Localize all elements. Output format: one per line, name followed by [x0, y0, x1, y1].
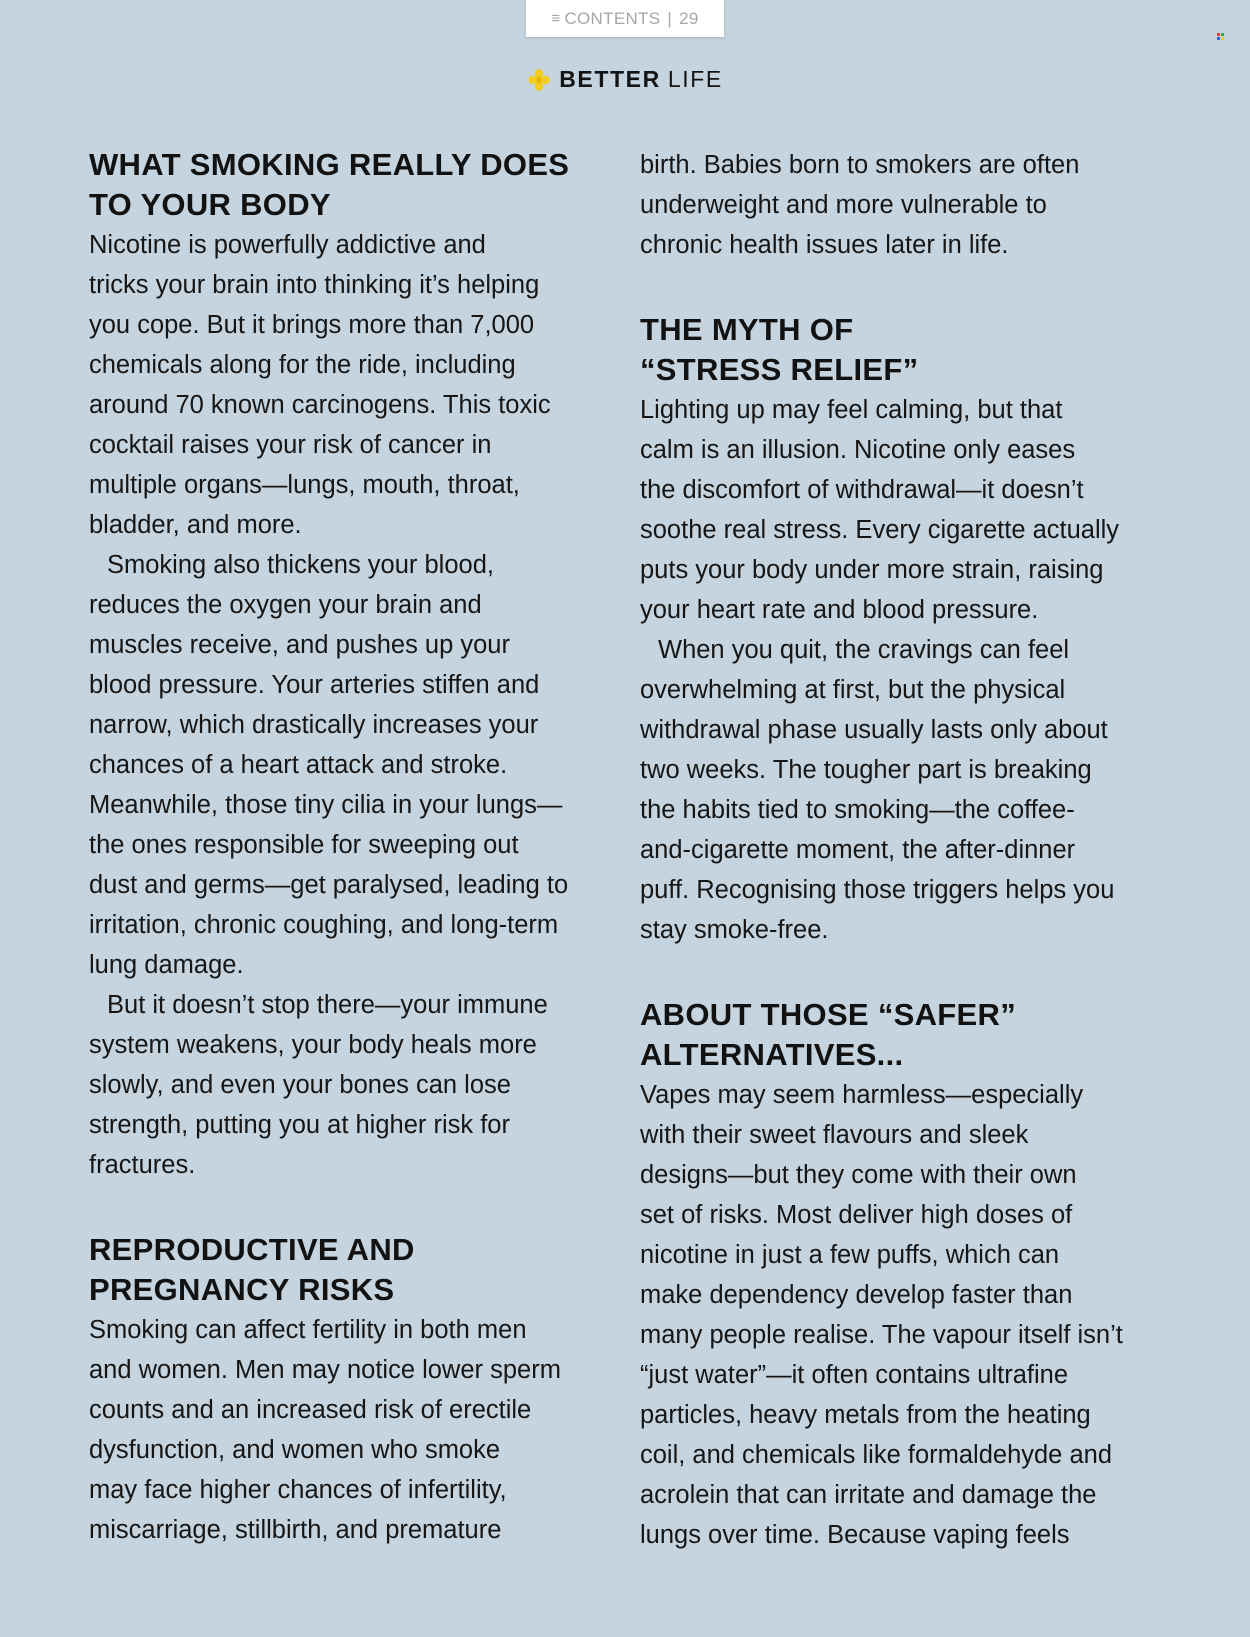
- paragraph-line: coil, and chemicals like formaldehyde and: [640, 1441, 1112, 1469]
- paragraph-line: lung damage.: [89, 951, 244, 979]
- body-paragraph: [640, 630, 1160, 950]
- heading-line: ABOUT THOSE “SAFER”: [640, 997, 1016, 1032]
- body-paragraph: [89, 225, 609, 545]
- paragraph-line: and-cigarette moment, the after-dinner: [640, 836, 1076, 864]
- contents-label: CONTENTS: [564, 8, 661, 28]
- paragraph-line: set of risks. Most deliver high doses of: [640, 1201, 1073, 1229]
- paragraph-line: calm is an illusion. Nicotine only eases: [640, 436, 1076, 464]
- paragraph-line: nicotine in just a few puffs, which can: [640, 1241, 1060, 1269]
- paragraph-line: you cope. But it brings more than 7,000: [89, 311, 535, 339]
- article-column-left: [89, 145, 609, 1550]
- paragraph-line: may face higher chances of infertility,: [89, 1476, 507, 1504]
- paragraph-line: strength, putting you at higher risk for: [89, 1111, 510, 1139]
- paragraph-line: muscles receive, and pushes up your: [89, 631, 510, 659]
- paragraph-line: reduces the oxygen your brain and: [89, 591, 482, 619]
- paragraph-line: the discomfort of withdrawal—it doesn’t: [640, 476, 1084, 504]
- corner-color-mark-icon: [1217, 33, 1224, 40]
- section-gap: [640, 265, 1160, 310]
- paragraph-line: Lighting up may feel calming, but that: [640, 396, 1063, 424]
- section-heading: [89, 1230, 609, 1310]
- paragraph-line: puts your body under more strain, raising: [640, 556, 1104, 584]
- paragraph-line: system weakens, your body heals more: [89, 1031, 537, 1059]
- menu-icon: ≡: [551, 10, 561, 27]
- flower-icon: [527, 68, 551, 92]
- paragraph-line: the habits tied to smoking—the coffee-: [640, 796, 1075, 824]
- paragraph-line: overwhelming at first, but the physical: [640, 676, 1066, 704]
- paragraph-line: blood pressure. Your arteries stiffen and: [89, 671, 540, 699]
- paragraph-line: stay smoke-free.: [640, 916, 829, 944]
- body-paragraph: [89, 985, 609, 1185]
- paragraph-line: Nicotine is powerfully addictive and: [89, 231, 486, 259]
- body-paragraph: [640, 1075, 1160, 1555]
- paragraph-line: chances of a heart attack and stroke.: [89, 751, 508, 779]
- paragraph-line: many people realise. The vapour itself isn’t: [640, 1321, 1123, 1349]
- body-paragraph: [640, 145, 1160, 265]
- paragraph-line: withdrawal phase usually lasts only about: [640, 716, 1108, 744]
- paragraph-line: underweight and more vulnerable to: [640, 191, 1047, 219]
- paragraph-line: But it doesn’t stop there—your immune: [107, 991, 548, 1019]
- paragraph-line: narrow, which drastically increases your: [89, 711, 539, 739]
- heading-line: ALTERNATIVES...: [640, 1037, 904, 1072]
- section-heading: [640, 995, 1160, 1075]
- paragraph-line: two weeks. The tougher part is breaking: [640, 756, 1092, 784]
- paragraph-line: and women. Men may notice lower sperm: [89, 1356, 561, 1384]
- paragraph-line: birth. Babies born to smokers are often: [640, 151, 1080, 179]
- paragraph-line: slowly, and even your bones can lose: [89, 1071, 511, 1099]
- paragraph-line: irritation, chronic coughing, and long-term: [89, 911, 559, 939]
- paragraph-line: designs—but they come with their own: [640, 1161, 1077, 1189]
- paragraph-line: particles, heavy metals from the heating: [640, 1401, 1091, 1429]
- section-label-light: LIFE: [667, 66, 723, 92]
- paragraph-line: chronic health issues later in life.: [640, 231, 1009, 259]
- section-label: [0, 66, 1250, 93]
- contents-separator: |: [667, 8, 673, 28]
- paragraph-line: “just water”—it often contains ultrafine: [640, 1361, 1069, 1389]
- heading-line: WHAT SMOKING REALLY DOES: [89, 147, 570, 182]
- paragraph-line: dust and germs—get paralysed, leading to: [89, 871, 569, 899]
- paragraph-line: fractures.: [89, 1151, 196, 1179]
- paragraph-line: around 70 known carcinogens. This toxic: [89, 391, 551, 419]
- paragraph-line: acrolein that can irritate and damage the: [640, 1481, 1097, 1509]
- section-gap: [640, 950, 1160, 995]
- section-label-bold: BETTER: [559, 66, 661, 92]
- paragraph-line: When you quit, the cravings can feel: [658, 636, 1070, 664]
- section-gap: [89, 1185, 609, 1230]
- article-column-right: [640, 145, 1160, 1555]
- paragraph-line: tricks your brain into thinking it’s helping: [89, 271, 540, 299]
- heading-line: “STRESS RELIEF”: [640, 352, 919, 387]
- paragraph-line: your heart rate and blood pressure.: [640, 596, 1039, 624]
- heading-line: REPRODUCTIVE AND: [89, 1232, 415, 1267]
- body-paragraph: [89, 1310, 609, 1550]
- paragraph-line: miscarriage, stillbirth, and premature: [89, 1516, 502, 1544]
- paragraph-line: dysfunction, and women who smoke: [89, 1436, 501, 1464]
- body-paragraph: [89, 545, 609, 985]
- page-number: 29: [679, 8, 699, 28]
- paragraph-line: Smoking also thickens your blood,: [107, 551, 494, 579]
- section-heading: [640, 310, 1160, 390]
- paragraph-line: Smoking can affect fertility in both men: [89, 1316, 527, 1344]
- heading-line: PREGNANCY RISKS: [89, 1272, 395, 1307]
- paragraph-line: multiple organs—lungs, mouth, throat,: [89, 471, 520, 499]
- paragraph-line: soothe real stress. Every cigarette actually: [640, 516, 1120, 544]
- paragraph-line: bladder, and more.: [89, 511, 302, 539]
- paragraph-line: puff. Recognising those triggers helps you: [640, 876, 1115, 904]
- paragraph-line: lungs over time. Because vaping feels: [640, 1521, 1070, 1549]
- section-heading: [89, 145, 609, 225]
- heading-line: THE MYTH OF: [640, 312, 854, 347]
- paragraph-line: Vapes may seem harmless—especially: [640, 1081, 1084, 1109]
- paragraph-line: cocktail raises your risk of cancer in: [89, 431, 492, 459]
- paragraph-line: make dependency develop faster than: [640, 1281, 1073, 1309]
- contents-button[interactable]: [526, 0, 724, 37]
- heading-line: TO YOUR BODY: [89, 187, 331, 222]
- body-paragraph: [640, 390, 1160, 630]
- paragraph-line: Meanwhile, those tiny cilia in your lungs—: [89, 791, 563, 819]
- paragraph-line: counts and an increased risk of erectile: [89, 1396, 532, 1424]
- paragraph-line: the ones responsible for sweeping out: [89, 831, 519, 859]
- paragraph-line: chemicals along for the ride, including: [89, 351, 516, 379]
- paragraph-line: with their sweet flavours and sleek: [640, 1121, 1029, 1149]
